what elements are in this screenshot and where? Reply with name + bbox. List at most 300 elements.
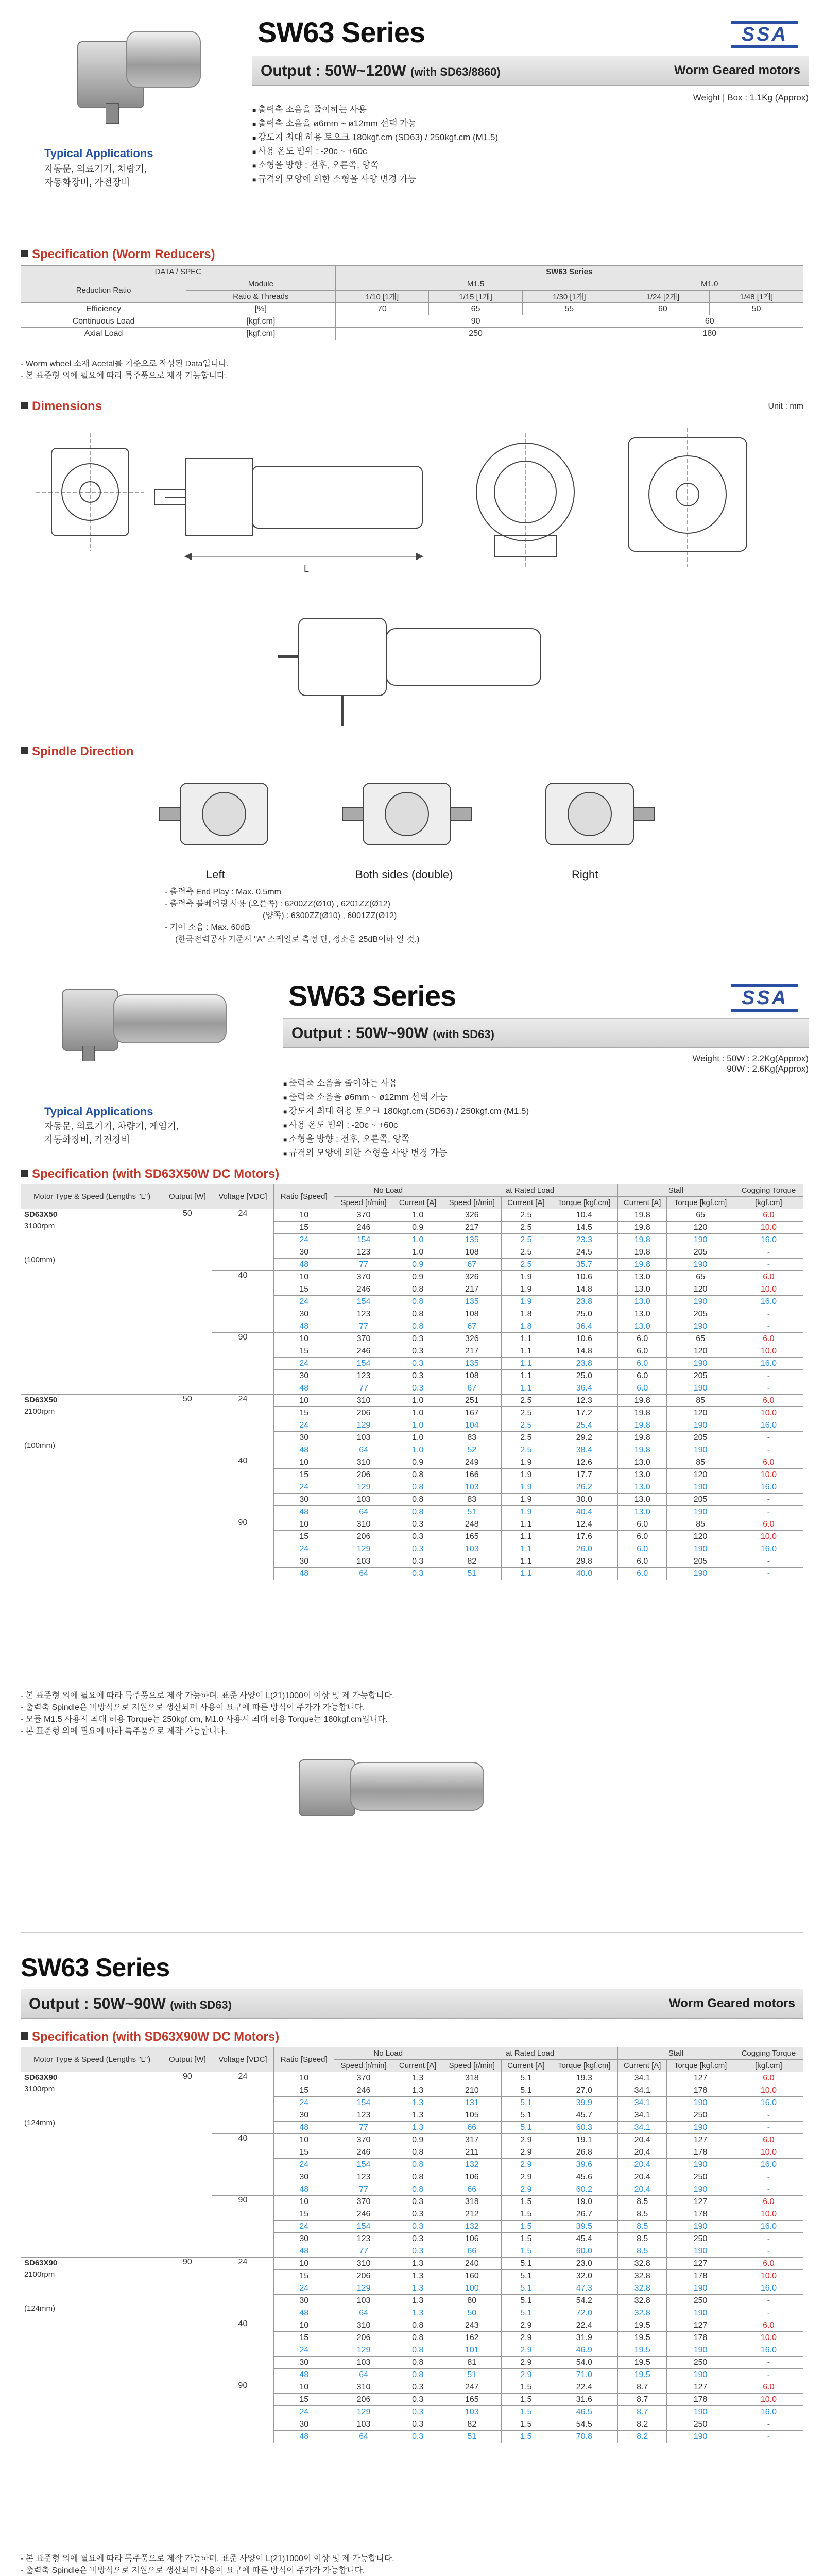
brand-logo: SSA — [731, 984, 798, 1012]
table-cell: - — [734, 2369, 803, 2381]
table-cell: 6.0 — [618, 1382, 667, 1395]
table-cell: 123 — [334, 2233, 393, 2245]
table-cell: 19.8 — [618, 1246, 667, 1259]
table-cell: 24.5 — [551, 1246, 617, 1259]
table-cell: 178 — [667, 2146, 734, 2159]
table-cell: 190 — [667, 2344, 734, 2357]
voltage-cell: 24 — [212, 1209, 274, 1271]
table-cell: 48 — [274, 2122, 334, 2134]
table-cell: 2.5 — [502, 1419, 551, 1432]
table-cell: 1.9 — [502, 1456, 551, 1469]
output-range: Output : 50W~120W — [261, 62, 406, 79]
table-cell: 103 — [334, 1432, 393, 1444]
table-cell: 206 — [334, 2394, 393, 2406]
table-cell: 2.5 — [502, 1395, 551, 1407]
table-cell: 83 — [442, 1432, 502, 1444]
table-cell: 120 — [667, 1531, 734, 1543]
voltage-cell: 90 — [212, 2381, 274, 2443]
table-cell: - — [734, 1370, 803, 1382]
table-cell: 34.1 — [618, 2072, 667, 2084]
table-cell: 129 — [334, 2344, 393, 2357]
table-cell: 154 — [334, 2221, 393, 2233]
table-cell: 178 — [667, 2208, 734, 2221]
table-cell: 10.0 — [734, 1283, 803, 1296]
table-cell: 246 — [334, 2208, 393, 2221]
table-cell: 1.5 — [502, 2431, 551, 2443]
table-cell: 19.0 — [551, 2196, 617, 2208]
table-cell: 1.3 — [393, 2270, 442, 2282]
table-cell: 20.4 — [618, 2183, 667, 2196]
table-row: Continuous Load [kgf.cm] 90 60 — [21, 315, 803, 328]
table-cell: 6.0 — [618, 1345, 667, 1358]
table-header: Torque [kgf.cm] — [551, 1197, 617, 1209]
feature-list — [283, 1077, 529, 1160]
table-cell: 212 — [442, 2208, 502, 2221]
table-cell: 1.8 — [502, 1320, 551, 1333]
table-cell: 370 — [334, 2072, 393, 2084]
table-cell: 1.0 — [393, 1407, 442, 1419]
table-cell: 1.5 — [502, 2394, 551, 2406]
table-cell: 64 — [334, 2307, 393, 2319]
table-cell: 132 — [442, 2221, 502, 2233]
table-cell: 2.9 — [502, 2146, 551, 2159]
table-cell: 19.8 — [618, 1407, 667, 1419]
feature-item: ■ 사용 온도 범위 : -20c ~ +60c — [252, 145, 498, 159]
table-cell: 10.0 — [734, 2332, 803, 2344]
table-cell: 127 — [667, 2381, 734, 2394]
table-cell: 0.8 — [393, 2146, 442, 2159]
table-cell: 15 — [274, 1345, 334, 1358]
table-cell: 10 — [274, 2196, 334, 2208]
table-header: Cogging Torque — [734, 1184, 803, 1197]
table-cell: 190 — [667, 1444, 734, 1456]
table-header: Stall — [618, 1184, 734, 1197]
table-cell: 40.0 — [551, 1568, 617, 1580]
table-cell: 250 — [667, 2233, 734, 2245]
table-cell: 160 — [442, 2270, 502, 2282]
table-cell: 1.0 — [393, 1419, 442, 1432]
table-cell: 40.4 — [551, 1506, 617, 1518]
table-cell: 85 — [667, 1518, 734, 1531]
brand-tagline: Worm Geared motors — [669, 1996, 795, 2010]
table-cell: 0.8 — [393, 2183, 442, 2196]
feature-item: ■ 출력축 소음을 줄이하는 사용 — [283, 1077, 529, 1091]
table-cell: 30 — [274, 2171, 334, 2183]
table-row — [21, 2072, 803, 2084]
table-cell: 13.0 — [618, 1469, 667, 1481]
table-cell: 1.5 — [502, 2221, 551, 2233]
table-cell: 24 — [274, 2097, 334, 2109]
table-cell: 2.9 — [502, 2344, 551, 2357]
table-cell: 318 — [442, 2196, 502, 2208]
table-cell: 15 — [274, 1407, 334, 1419]
voltage-cell: 24 — [212, 2258, 274, 2319]
table-cell: 120 — [667, 1345, 734, 1358]
table-cell: 0.8 — [393, 1506, 442, 1518]
table-header: 1/30 [1개] — [522, 291, 616, 303]
voltage-cell: 90 — [212, 2196, 274, 2258]
table-cell: 310 — [334, 1456, 393, 1469]
table-cell: 190 — [667, 1506, 734, 1518]
table-cell: 1.3 — [393, 2282, 442, 2295]
table-cell: 217 — [442, 1345, 502, 1358]
table-cell: 24 — [274, 2406, 334, 2418]
table-cell: 0.8 — [393, 1469, 442, 1481]
table-cell: 326 — [442, 1209, 502, 1222]
output-note: (with SD63/8860) — [410, 65, 501, 78]
table-cell: 13.0 — [618, 1308, 667, 1320]
table-cell: 77 — [334, 1259, 393, 1271]
table-header: Speed [r/min] — [334, 2060, 393, 2072]
table-cell: 19.8 — [618, 1419, 667, 1432]
table-cell: 127 — [667, 2319, 734, 2332]
table-cell: 6.0 — [734, 1271, 803, 1283]
table-cell: 48 — [274, 1259, 334, 1271]
table-cell: 34.1 — [618, 2084, 667, 2097]
table-cell: 1.3 — [393, 2097, 442, 2109]
table-cell: 77 — [334, 2183, 393, 2196]
table-cell: 51 — [442, 1568, 502, 1580]
table-cell: 1.3 — [393, 2072, 442, 2084]
table-cell: 32.8 — [618, 2282, 667, 2295]
table-cell: 17.7 — [551, 1469, 617, 1481]
table-cell: 2.5 — [502, 1259, 551, 1271]
spec-notes-reducer: - Worm wheel 소재 Acetal를 기준으로 작성된 Data입니다. - 본 표준형 외에 필요에 따라 특주품으로 제작 가능합니다. — [21, 360, 229, 380]
table-cell: 2.5 — [502, 1209, 551, 1222]
table-header: Ratio [Speed] — [274, 2047, 334, 2072]
table-header: Motor Type & Speed (Lengths "L") — [21, 2047, 163, 2072]
table-cell: 51 — [442, 1506, 502, 1518]
brand-logo: SSA — [731, 21, 798, 48]
dimension-drawing-reducer — [31, 417, 793, 737]
table-cell: 6.0 — [734, 2072, 803, 2084]
table-cell: 103 — [334, 1555, 393, 1568]
table-cell: 8.5 — [618, 2245, 667, 2258]
table-cell: 135 — [442, 1234, 502, 1246]
table-cell: 2.9 — [502, 2159, 551, 2171]
spec-table-50w — [21, 1184, 803, 1580]
table-cell: - — [734, 1432, 803, 1444]
table-cell: 246 — [334, 2084, 393, 2097]
table-cell: 35.7 — [551, 1259, 617, 1271]
table-cell: 10 — [274, 2072, 334, 2084]
table-cell: 1.1 — [502, 1555, 551, 1568]
table-cell: 103 — [334, 1494, 393, 1506]
table-cell: 190 — [667, 2307, 734, 2319]
table-cell: - — [734, 2418, 803, 2431]
table-cell: 16.0 — [734, 1419, 803, 1432]
spec-notes-50w: - 본 표준형 외에 필요에 따라 특주품으로 제작 가능하며, 표준 사양이 L(21)1000이 이상 및 제 가능합니다. - 출력축 Spindle은 비방식으로 지원으로 생산되며 사용이 요구에 따른 방식이 주가가 가능합니다. - 모듈 M1.5 사용시 최대 허용 Torque는 250kgf.cm, M1.0 사용시 최대 허용 Torque는 180kgf.cm입니다. - 본 표준형 외에 필요에 따라 특주품으로 제작 가능합니다. — [21, 1691, 394, 1736]
table-cell: 370 — [334, 1209, 393, 1222]
table-cell: 82 — [442, 1555, 502, 1568]
table-cell: 105 — [442, 2109, 502, 2122]
table-cell: 10.0 — [734, 2208, 803, 2221]
table-cell: 0.9 — [393, 2134, 442, 2146]
table-cell: 5.1 — [502, 2258, 551, 2270]
motor-type-cell: SD63X90 2100rpm (124mm) — [21, 2258, 163, 2443]
table-cell: 1.1 — [502, 1543, 551, 1555]
table-cell: 127 — [667, 2258, 734, 2270]
table-cell: 80 — [442, 2295, 502, 2307]
table-header: Stall — [618, 2047, 734, 2060]
spec-title-reducer: Specification (Worm Reducers) — [21, 247, 215, 262]
table-cell: 310 — [334, 2258, 393, 2270]
table-cell: 10.0 — [734, 1469, 803, 1481]
feature-item: ■ 사용 온도 범위 : -20c ~ +60c — [283, 1118, 529, 1132]
table-cell: 30.0 — [551, 1494, 617, 1506]
table-cell: 77 — [334, 2122, 393, 2134]
table-cell: 108 — [442, 1308, 502, 1320]
table-cell: 31.6 — [551, 2394, 617, 2406]
table-cell: 250 — [667, 2357, 734, 2369]
table-cell: 210 — [442, 2084, 502, 2097]
table-cell: 1.9 — [502, 1283, 551, 1296]
table-cell: 1.3 — [393, 2295, 442, 2307]
feature-item: ■ 소형을 방향 : 전후, 오른쪽, 양쪽 — [252, 159, 498, 173]
table-row: Axial Load [kgf.cm] 250 180 — [21, 328, 803, 340]
table-cell: 2.5 — [502, 1432, 551, 1444]
product-image-reducer — [77, 31, 201, 118]
table-cell: 2.5 — [502, 1222, 551, 1234]
table-cell: 129 — [334, 1419, 393, 1432]
table-cell: 108 — [442, 1370, 502, 1382]
table-header: at Rated Load — [442, 1184, 618, 1197]
table-cell: 123 — [334, 1246, 393, 1259]
table-cell: 15 — [274, 2394, 334, 2406]
table-cell: 106 — [442, 2171, 502, 2183]
table-cell: 310 — [334, 2381, 393, 2394]
table-cell: 45.7 — [551, 2109, 617, 2122]
table-cell: 1.1 — [502, 1370, 551, 1382]
table-cell: 103 — [442, 1481, 502, 1494]
table-cell: 127 — [667, 2134, 734, 2146]
table-row: Efficiency [%] 70 65 55 60 50 — [21, 303, 803, 315]
output-cell: 90 — [163, 2258, 212, 2443]
table-cell: 64 — [334, 1444, 393, 1456]
table-cell: 14.5 — [551, 1222, 617, 1234]
spec-table-90w — [21, 2047, 803, 2443]
table-cell: 24 — [274, 1481, 334, 1494]
table-cell: 0.8 — [393, 1494, 442, 1506]
table-cell: 190 — [667, 2431, 734, 2443]
spec-title-90w: Specification (with SD63X90W DC Motors) — [21, 2030, 279, 2044]
table-cell: 131 — [442, 2097, 502, 2109]
table-cell: - — [734, 1444, 803, 1456]
table-cell: 30 — [274, 1432, 334, 1444]
table-cell: 14.8 — [551, 1283, 617, 1296]
table-header: Current [A] — [618, 2060, 667, 2072]
table-cell: 2.9 — [502, 2171, 551, 2183]
table-cell: 17.2 — [551, 1407, 617, 1419]
table-cell: 70.8 — [551, 2431, 617, 2443]
table-cell: 6.0 — [618, 1370, 667, 1382]
table-cell: 6.0 — [734, 2134, 803, 2146]
table-cell: 6.0 — [734, 1333, 803, 1345]
table-header: Speed [r/min] — [442, 1197, 502, 1209]
table-cell: 127 — [667, 2196, 734, 2208]
table-cell: 250 — [667, 2109, 734, 2122]
table-cell: 32.8 — [618, 2258, 667, 2270]
table-cell: 13.0 — [618, 1506, 667, 1518]
table-cell: 6.0 — [734, 1518, 803, 1531]
table-cell: 13.0 — [618, 1494, 667, 1506]
table-header: Reduction Ratio — [21, 278, 186, 303]
table-cell: 36.4 — [551, 1382, 617, 1395]
table-cell: 129 — [334, 2282, 393, 2295]
table-cell: 48 — [274, 1320, 334, 1333]
table-cell: - — [734, 1506, 803, 1518]
table-cell: 190 — [667, 2183, 734, 2196]
table-cell: 0.3 — [393, 1333, 442, 1345]
table-cell: 13.0 — [618, 1271, 667, 1283]
table-cell: 1.0 — [393, 1432, 442, 1444]
table-cell: 310 — [334, 1518, 393, 1531]
table-cell: 19.5 — [618, 2319, 667, 2332]
table-cell: 48 — [274, 2307, 334, 2319]
weight-info: Weight : 50W : 2.2Kg(Approx) 90W : 2.6Kg(Approx) — [692, 1054, 809, 1074]
table-cell: 10.0 — [734, 2084, 803, 2097]
spindle-label-right: Right — [572, 868, 598, 881]
table-cell: 67 — [442, 1382, 502, 1395]
table-cell: 190 — [667, 1419, 734, 1432]
table-cell: - — [734, 1494, 803, 1506]
table-cell: 1.5 — [502, 2233, 551, 2245]
table-header: M1.0 — [616, 278, 803, 291]
table-cell: 0.8 — [393, 1481, 442, 1494]
table-header: Ratio [Speed] — [274, 1184, 334, 1209]
voltage-cell: 40 — [212, 2319, 274, 2381]
table-cell: 30 — [274, 2109, 334, 2122]
table-cell: 10 — [274, 2258, 334, 2270]
table-cell: 38.4 — [551, 1444, 617, 1456]
output-header-bar — [21, 1989, 803, 2019]
table-cell: 20.4 — [618, 2171, 667, 2183]
table-cell: 10 — [274, 1518, 334, 1531]
table-cell: 178 — [667, 2332, 734, 2344]
table-cell: 48 — [274, 1568, 334, 1580]
spindle-label-both: Both sides (double) — [355, 868, 453, 881]
table-cell: - — [734, 1308, 803, 1320]
table-cell: 1.3 — [393, 2307, 442, 2319]
table-cell: 205 — [667, 1494, 734, 1506]
table-cell: 1.0 — [393, 1209, 442, 1222]
table-header: M1.5 — [335, 278, 616, 291]
table-cell: 85 — [667, 1456, 734, 1469]
table-cell: 190 — [667, 1358, 734, 1370]
table-cell: 23.0 — [551, 2258, 617, 2270]
table-cell: 0.3 — [393, 1531, 442, 1543]
table-header: Current [A] — [502, 1197, 551, 1209]
table-cell: 370 — [334, 1333, 393, 1345]
table-cell: 29.8 — [551, 1555, 617, 1568]
typical-applications-text: 자동문, 의료기기, 차량기, 게임기, 자동화장비, 가전장비 — [44, 1121, 179, 1145]
feature-item: ■ 출력축 소음을 ø6mm ~ ø12mm 선택 가능 — [252, 117, 498, 131]
table-cell: 30 — [274, 1308, 334, 1320]
table-cell: 15 — [274, 2332, 334, 2344]
table-cell: 67 — [442, 1259, 502, 1271]
table-cell: 32.8 — [618, 2307, 667, 2319]
table-cell: 16.0 — [734, 1296, 803, 1308]
table-cell: 101 — [442, 2344, 502, 2357]
table-cell: 30 — [274, 2357, 334, 2369]
table-cell: 10 — [274, 1333, 334, 1345]
table-cell: 326 — [442, 1333, 502, 1345]
table-cell: 8.5 — [618, 2221, 667, 2233]
table-cell: 15 — [274, 2146, 334, 2159]
table-cell: 154 — [334, 2159, 393, 2171]
table-cell: 178 — [667, 2270, 734, 2282]
table-cell: 8.5 — [618, 2196, 667, 2208]
table-cell: 206 — [334, 2270, 393, 2282]
table-cell: 1.9 — [502, 1481, 551, 1494]
table-cell: 6.0 — [734, 1209, 803, 1222]
output-header-bar — [283, 1018, 809, 1048]
table-cell: 29.2 — [551, 1432, 617, 1444]
table-cell: 0.8 — [393, 2171, 442, 2183]
table-header: [kgf.cm] — [734, 2060, 803, 2072]
table-cell: 10.0 — [734, 1531, 803, 1543]
table-cell: 326 — [442, 1271, 502, 1283]
table-cell: 250 — [667, 2295, 734, 2307]
table-cell: 205 — [667, 1555, 734, 1568]
table-cell: 6.0 — [734, 2196, 803, 2208]
table-cell: 26.0 — [551, 1543, 617, 1555]
table-cell: 129 — [334, 2406, 393, 2418]
typical-applications-title: Typical Applications — [44, 147, 153, 160]
table-header: 1/15 [1개] — [429, 291, 523, 303]
table-cell: 2.5 — [502, 1246, 551, 1259]
table-cell: 8.7 — [618, 2381, 667, 2394]
table-header: 1/24 [2개] — [616, 291, 710, 303]
table-cell: 13.0 — [618, 1320, 667, 1333]
table-cell: 19.8 — [618, 1222, 667, 1234]
table-cell: 5.1 — [502, 2282, 551, 2295]
table-cell: 1.3 — [393, 2258, 442, 2270]
table-cell: 48 — [274, 1444, 334, 1456]
table-cell: 0.8 — [393, 1283, 442, 1296]
table-cell: 190 — [667, 2159, 734, 2171]
table-cell: 16.0 — [734, 1481, 803, 1494]
table-row — [21, 1395, 803, 1407]
table-cell: - — [734, 2245, 803, 2258]
table-cell: 1.9 — [502, 1296, 551, 1308]
table-cell: 206 — [334, 1469, 393, 1481]
table-cell: 205 — [667, 1246, 734, 1259]
table-cell: 206 — [334, 2332, 393, 2344]
table-cell: 22.4 — [551, 2319, 617, 2332]
table-cell: 32.8 — [618, 2295, 667, 2307]
voltage-cell: 90 — [212, 1518, 274, 1580]
table-cell: 6.0 — [734, 2258, 803, 2270]
table-cell: 106 — [442, 2233, 502, 2245]
table-cell: - — [734, 2183, 803, 2196]
table-cell: 20.4 — [618, 2134, 667, 2146]
table-cell: 51 — [442, 2431, 502, 2443]
table-cell: 51 — [442, 2369, 502, 2381]
typical-applications-text: 자동문, 의료기기, 차량기, 자동화장비, 가전장비 — [44, 164, 147, 188]
table-cell: 72.0 — [551, 2307, 617, 2319]
table-cell: 120 — [667, 1222, 734, 1234]
table-cell: 165 — [442, 2394, 502, 2406]
table-header: Speed [r/min] — [334, 1197, 393, 1209]
table-cell: 0.8 — [393, 1296, 442, 1308]
table-cell: 0.3 — [393, 1518, 442, 1531]
table-cell: 1.5 — [502, 2406, 551, 2418]
table-cell: 318 — [442, 2072, 502, 2084]
table-cell: 8.5 — [618, 2233, 667, 2245]
table-cell: 13.0 — [618, 1296, 667, 1308]
table-header: Cogging Torque — [734, 2047, 803, 2060]
